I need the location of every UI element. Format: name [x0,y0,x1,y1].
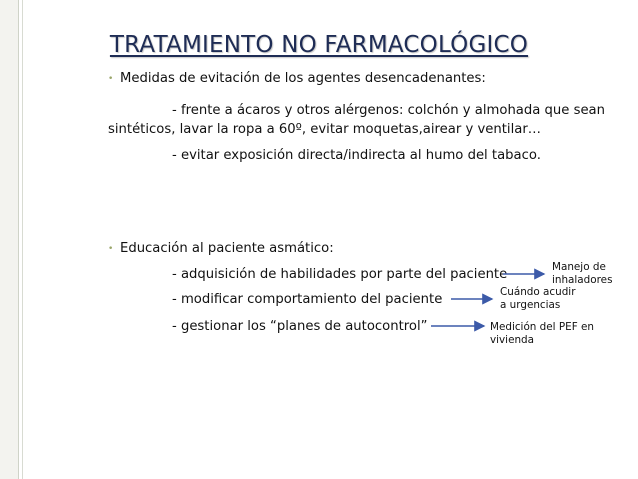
education-item: - gestionar los “planes de autocontrol” [172,319,428,334]
section1-line1-continuation: sintéticos, lavar la ropa a 60º, evitar moquetas,airear y ventilar… [108,122,541,137]
section1-line1: - frente a ácaros y otros alérgenos: colchón y almohada que sean [172,103,605,118]
section1-heading: Medidas de evitación de los agentes desencadenantes: [120,71,486,86]
slide-title: TRATAMIENTO NO FARMACOLÓGICO [109,32,529,58]
note-cuando-acudir [500,286,575,312]
section1-line2: - evitar exposición directa/indirecta al humo del tabaco. [172,148,541,163]
note-line: Cuándo acudir [500,286,576,298]
education-item: - adquisición de habilidades por parte del paciente [172,267,508,282]
left-margin-rule [18,0,19,479]
bullet-dot: • [108,74,114,84]
note-manejo-inhaladores [552,261,612,287]
note-line: Manejo de [552,261,606,273]
note-line: vivienda [490,334,535,346]
section2-heading: Educación al paciente asmático: [120,241,334,256]
left-margin-rule-inner [22,0,23,479]
note-line: a urgencias [500,299,561,311]
education-item: - modificar comportamiento del paciente [172,292,443,307]
left-margin-bar [0,0,18,479]
note-line: inhaladores [552,274,613,286]
bullet-dot: • [108,244,114,254]
note-line: Medición del PEF en [490,321,594,333]
note-medicion-pef [490,321,594,347]
